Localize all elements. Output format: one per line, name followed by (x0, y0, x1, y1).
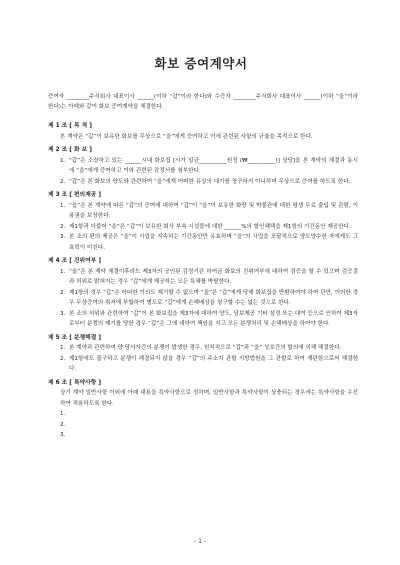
item-number: 2. (60, 223, 66, 230)
article-item (44, 267, 358, 288)
article-heading: 제 5 조 [ 분쟁해결 ] (48, 334, 102, 341)
item-number: 1. (60, 345, 66, 352)
item-number: 2. (60, 289, 66, 296)
item-number: 1. (60, 202, 66, 209)
article-heading: 제 3 조 [ 편의제공 ] (48, 192, 102, 199)
articles-container (44, 121, 358, 441)
article-item (44, 420, 358, 431)
article-item (44, 232, 358, 253)
item-number: 2. (60, 355, 66, 362)
item-text (69, 409, 358, 420)
item-text: “갑”은 본 화보의 양도와 관련하여 “을”에게 어떠한 유상의 대가를 청구하지 아니하며 무상으로 증여를 하도록 한다. (69, 178, 351, 185)
article-section (44, 190, 358, 253)
article-section (44, 145, 358, 187)
article-paragraph: 본 계약은 “갑”이 보유한 화보를 무상으로 “을”에게 증여하고 이에 관련된 사항의 규율을 목적으로 한다. (60, 133, 313, 140)
item-text: 제1항에도 불구하고 분쟁이 해결되지 않을 경우 “갑”의 주소지 관할 지방법원을 그 관할로 하여 재판함으로써 해결한다. (69, 355, 358, 373)
article-item (44, 343, 358, 354)
item-number: 2. (60, 178, 66, 185)
item-number: 3. (60, 234, 66, 241)
item-text: “갑”은 소장하고 있는 ______시대 화보집 [시가 일금__________원정 (₩__________)] 상당]을 본 계약의 체결과 동시에 “을”에게 증여하고 이와 관련된 감정서를 첨부한다. (69, 157, 358, 175)
item-number: 1. (60, 411, 66, 418)
item-number: 2. (60, 421, 66, 428)
item-number: 3. (60, 310, 66, 317)
item-text: 제1항과 더불어 “을”은 “갑”이 보유한 회사 부속 시설물에 대한 ______%의 할인혜택을 제1항의 기간동안 제공한다. (69, 223, 351, 230)
article-heading: 제 6 조 [ 특약사항 ] (48, 379, 102, 386)
item-number: 1. (60, 157, 66, 164)
document-title: 화보 증여계약서 (154, 56, 248, 71)
article-item (44, 309, 358, 330)
item-text: 제1항의 경우 “갑”은 어떠한 이의도 제기할 수 없으며 “을”은 “갑”에게 당해 화보집을 반환하여야 하며 단만, 이러한 경우 무상증여의 취지에 부합하여 별도로 “갑”에게 손해배상을 청구할 수는 없는 것으로 한다. (69, 289, 358, 307)
page-number: - 1 - (194, 538, 206, 545)
article-item (44, 354, 358, 375)
article-heading: 제 4 조 [ 진위여부 ] (48, 258, 102, 265)
intro-paragraph: 증여자 ________주식회사 대표이사 ______(이하 “갑”이라 한다)와 수증자 ________주식회사 대표이사 ______(이하 “을”이라 한다)는 아래와 같이 화보 증여계약을 체결한다. (48, 94, 358, 111)
item-text: “을”은 본 계약에 따른 “갑”의 증여에 대하여 “갑”이 “을”이 보유한 화랑 및 박물관에 대한 평생 무료 출입 및 관람, 이용권을 보장한다. (69, 202, 358, 220)
item-text: 본 조의 편의 제공은 “을”이 사업을 지속하는 기간동안만 유효하며 “을”의 사업을 포괄적으로 양도양수한 자에게도 그 효력이 미친다. (69, 234, 358, 251)
article-item (44, 177, 358, 188)
item-number: 3. (60, 432, 66, 439)
article-item (44, 288, 358, 309)
article-section (44, 378, 358, 441)
item-number: 1. (60, 268, 66, 275)
item-text (69, 420, 358, 431)
article-heading: 제 2 조 [ 화 보 ] (48, 147, 92, 154)
article-paragraph: 상기 계약 일반사항 이외에 아래 내용을 특약사항으로 정하며, 일반사항과 특약사항이 상충되는 경우에는 특약사항을 우선하여 적용하도록 한다. (60, 390, 358, 407)
article-item (44, 222, 358, 233)
article-item (44, 430, 358, 441)
item-text (69, 430, 358, 441)
article-item (44, 409, 358, 420)
article-section (44, 333, 358, 375)
item-text: 본 계약과 관련하여 양 당사자간의 분쟁이 발생한 경우, 원칙적으로 “갑”과 “을” 상호간의 합의에 의해 해결한다. (69, 345, 342, 352)
item-text: 본 조의 허위와 관련하여 “갑”이 본 화보집을 제3자에 대하여 양도, 담보제공 기타 설정 또는 대여 등으로 인하여 제3자로부터 분쟁의 제기를 당한 경우 “갑”은 그에 대하여 책임을 지고 모든 분쟁처리 및 손해배상을 하여야 한다. (69, 310, 358, 328)
article-item (44, 201, 358, 222)
article-section (44, 256, 358, 330)
item-text: “을”은 본 계약 체결이후라도 제3자의 공인된 감정기관 하여금 화보의 진위여부에 대하여 검증을 할 수 있으며 검증결과 허위로 밝혀지는 경우 “갑”에게 제공하는 모든 특혜를 박탈한다. (69, 268, 358, 286)
article-heading: 제 1 조 [ 목 적 ] (48, 123, 92, 130)
article-section (44, 121, 358, 142)
article-item (44, 156, 358, 177)
